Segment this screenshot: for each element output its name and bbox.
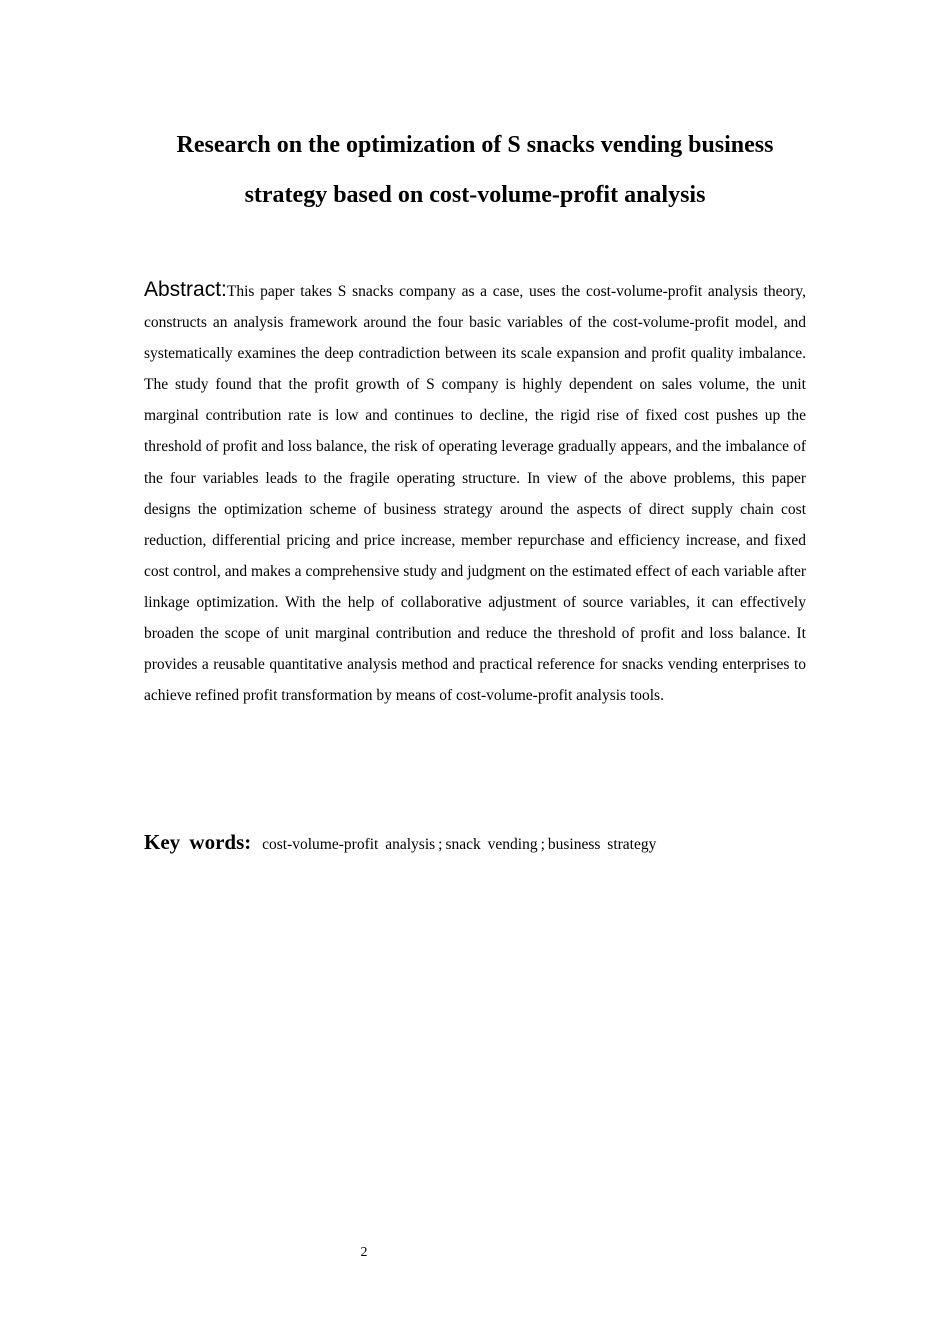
keywords-line [144, 826, 806, 861]
abstract-label: Abstract: [144, 278, 227, 301]
keyword-item: cost-volume-profit analysis [262, 836, 436, 853]
keywords-label: Key words: [144, 830, 252, 854]
keyword-separator: ; [540, 836, 545, 853]
page-number: 2 [360, 1245, 368, 1260]
abstract-paragraph [144, 276, 806, 711]
abstract-text: This paper takes S snacks company as a case, uses the cost-volume-profit analysis theory, constructs an analysis framework around the four basic variables of the cost-volume-profit model, and systematically examines the deep contradiction between its scale expansion and profit quality imbalance. The study found that the profit growth of S company is highly dependent on sales volume, the unit marginal contribution rate is low and continues to decline, the rigid rise of fixed cost pushes up the threshold of profit and loss balance, the risk of operating leverage gradually appears, and the imbalance of the four variables leads to the fragile operating structure. In view of the above problems, this paper designs the optimization scheme of business strategy around the aspects of direct supply chain cost reduction, differential pricing and price increase, member repurchase and efficiency increase, and fixed cost control, and makes a comprehensive study and judgment on the estimated effect of each variable after linkage optimization. With the help of collaborative adjustment of source variables, it can effectively broaden the scope of unit marginal contribution and reduce the threshold of profit and loss balance. It provides a reusable quantitative analysis method and practical reference for snacks vending enterprises to achieve refined profit transformation by means of cost-volume-profit analysis tools. [144, 283, 806, 705]
keyword-item: snack vending [445, 836, 538, 853]
keyword-item: business strategy [547, 836, 657, 853]
keyword-separator: ; [438, 836, 443, 853]
paper-title: Research on the optimization of S snacks vending business strategy based on cost-volume-profit analysis [176, 132, 774, 208]
